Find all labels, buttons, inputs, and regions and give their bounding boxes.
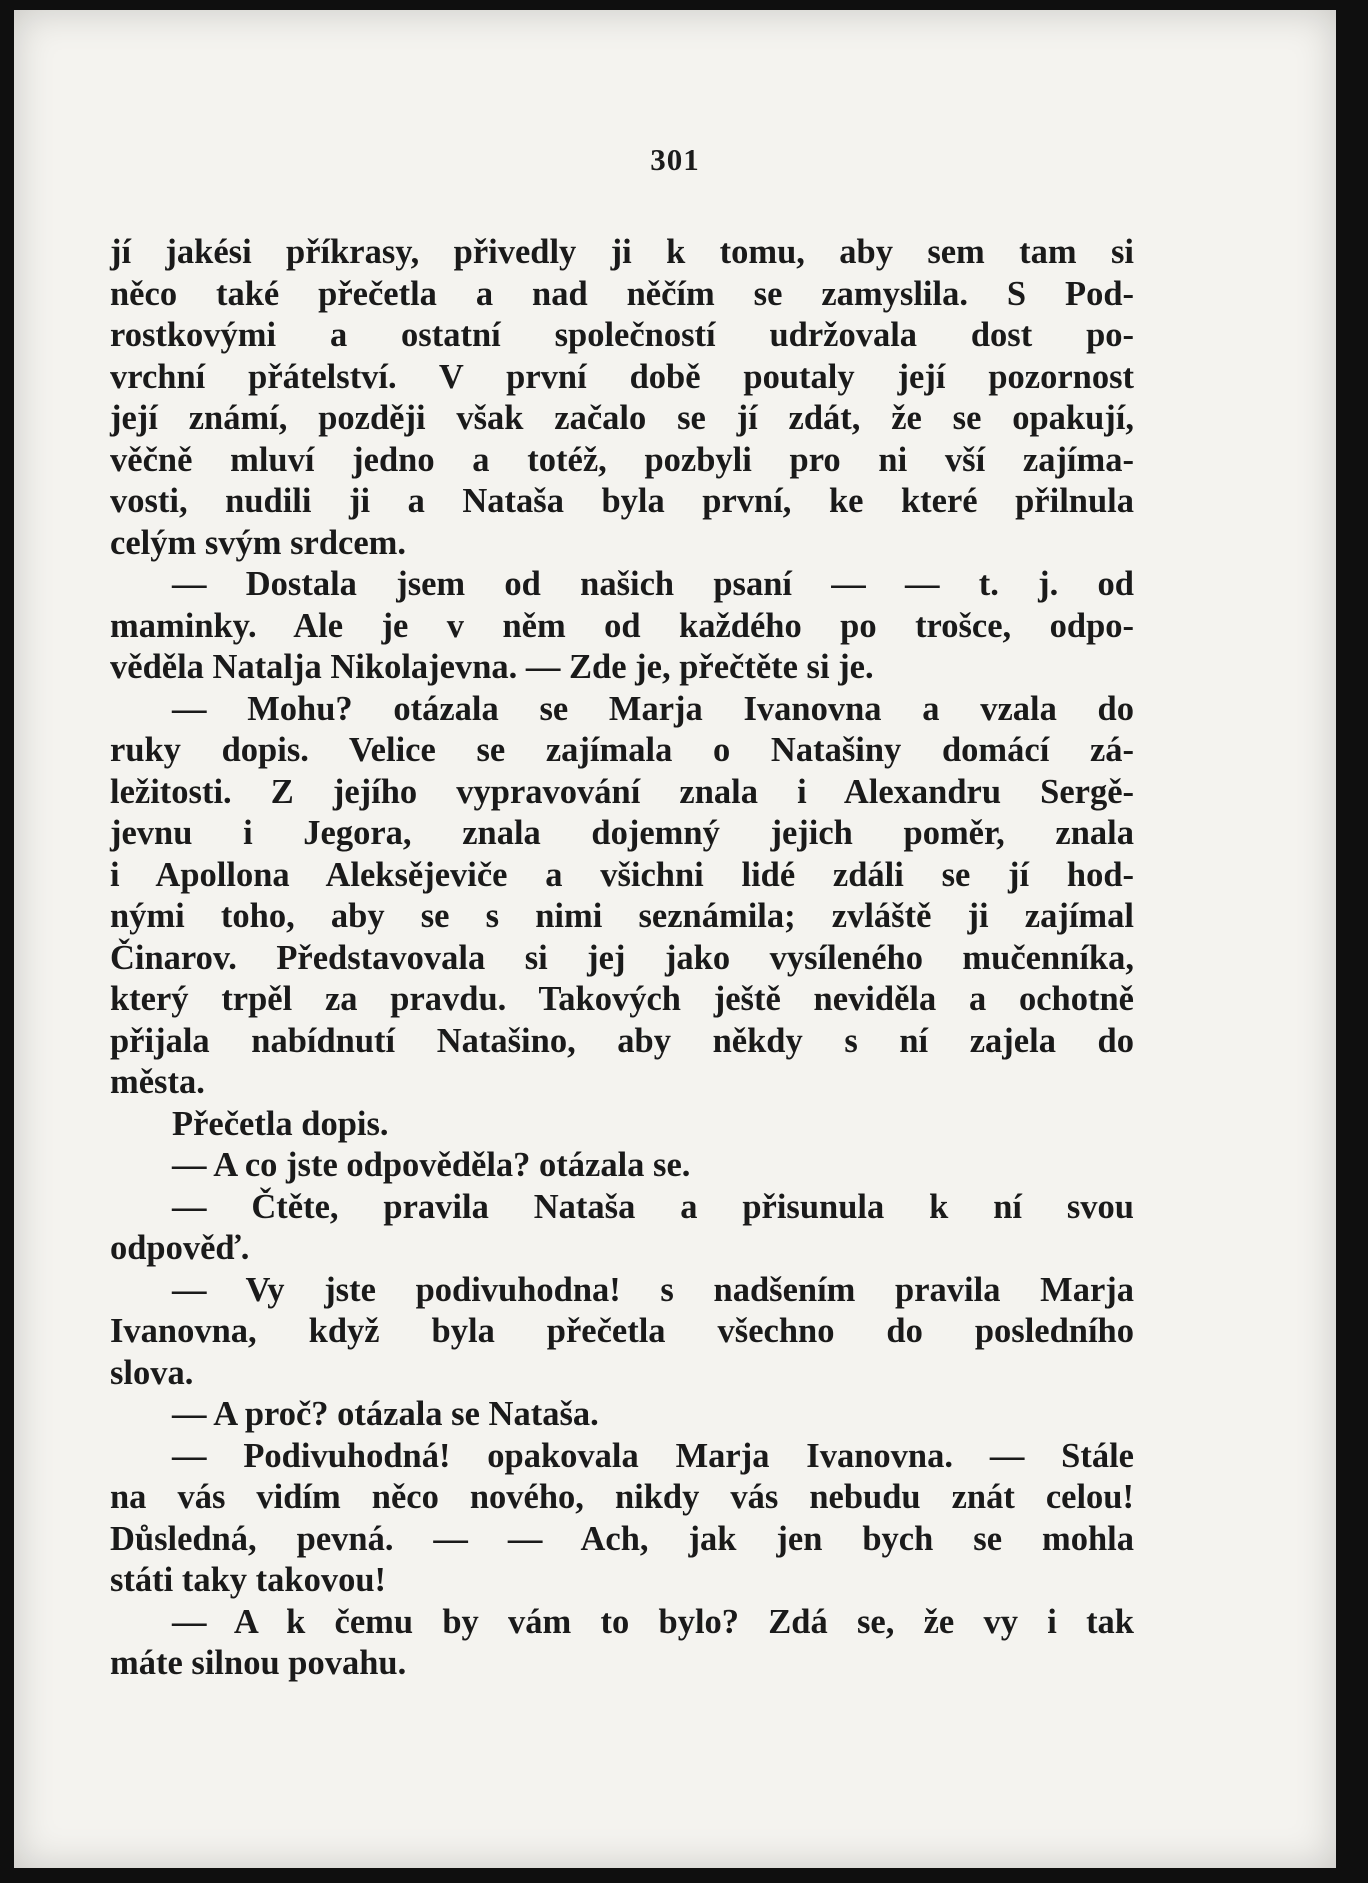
text-line: vosti, nudili ji a Nataša byla první, ke které přilnula [110, 482, 1134, 520]
text-line: věčně mluví jedno a totéž, pozbyli pro ni vší zajíma- [110, 440, 1134, 479]
text-line: — A co jste odpověděla? otázala se. [172, 1146, 691, 1184]
text-line: — A k čemu by vám to bylo? Zdá se, že vy i tak [172, 1602, 1134, 1641]
text-line: který trpěl za pravdu. Takových ještě neviděla a ochotně [110, 980, 1134, 1018]
text-line: — Vy jste podivuhodna! s nadšením pravila Marja [172, 1270, 1134, 1309]
text-line: — Dostala jsem od našich psaní — — t. j. od [172, 565, 1134, 603]
text-line: maminky. Ale je v něm od každého po trošce, odpo- [110, 606, 1134, 645]
text-line: Ivanovna, když byla přečetla všechno do posledního [110, 1312, 1134, 1350]
text-line: Důsledná, pevná. — — Ach, jak jen bych se mohla [110, 1519, 1134, 1558]
text-line: — A proč? otázala se Nataša. [172, 1395, 599, 1433]
text-line: města. [110, 1063, 205, 1101]
text-line: ležitosti. Z jejího vypravování znala i Alexandru Sergě- [110, 772, 1134, 811]
text-line: rostkovými a ostatní společností udržovala dost po- [110, 316, 1134, 354]
book-page [14, 10, 1336, 1868]
text-line: věděla Natalja Nikolajevna. — Zde je, přečtěte si je. [110, 648, 874, 686]
text-line: státi taky takovou! [110, 1561, 387, 1599]
text-line: celým svým srdcem. [110, 523, 407, 562]
text-line: přijala nabídnutí Natašino, aby někdy s ní zajela do [110, 1021, 1134, 1060]
text-line: — Čtěte, pravila Nataša a přisunula k ní svou [172, 1187, 1134, 1226]
page-number: 301 [650, 142, 700, 177]
text-line: něco také přečetla a nad něčím se zamyslila. S Pod- [110, 274, 1134, 313]
text-line: vrchní přátelství. V první době poutaly její pozornost [110, 357, 1134, 396]
text-line: máte silnou povahu. [110, 1644, 407, 1682]
text-line: i Apollona Aleksějeviče a všichni lidé zdáli se jí hod- [110, 855, 1134, 894]
text-line: — Podivuhodná! opakovala Marja Ivanovna. — Stále [172, 1436, 1134, 1475]
text-line: odpověď. [110, 1229, 250, 1267]
text-line: jí jakési příkrasy, přivedly ji k tomu, aby sem tam si [110, 233, 1134, 271]
text-line: její známí, později však začalo se jí zdát, že se opakují, [110, 399, 1134, 437]
body-text [110, 232, 1134, 1685]
text-line: ruky dopis. Velice se zajímala o Natašiny domácí zá- [110, 731, 1134, 769]
text-line: Činarov. Představovala si jej jako vysíleného mučenníka, [110, 938, 1134, 977]
text-line: Přečetla dopis. [172, 1104, 389, 1143]
text-line: slova. [110, 1353, 194, 1392]
text-line: nými toho, aby se s nimi seznámila; zvláště ji zajímal [110, 897, 1134, 935]
text-line: jevnu i Jegora, znala dojemný jejich poměr, znala [110, 814, 1134, 852]
text-line: — Mohu? otázala se Marja Ivanovna a vzala do [172, 689, 1134, 728]
text-line: na vás vidím něco nového, nikdy vás nebudu znát celou! [110, 1478, 1134, 1516]
